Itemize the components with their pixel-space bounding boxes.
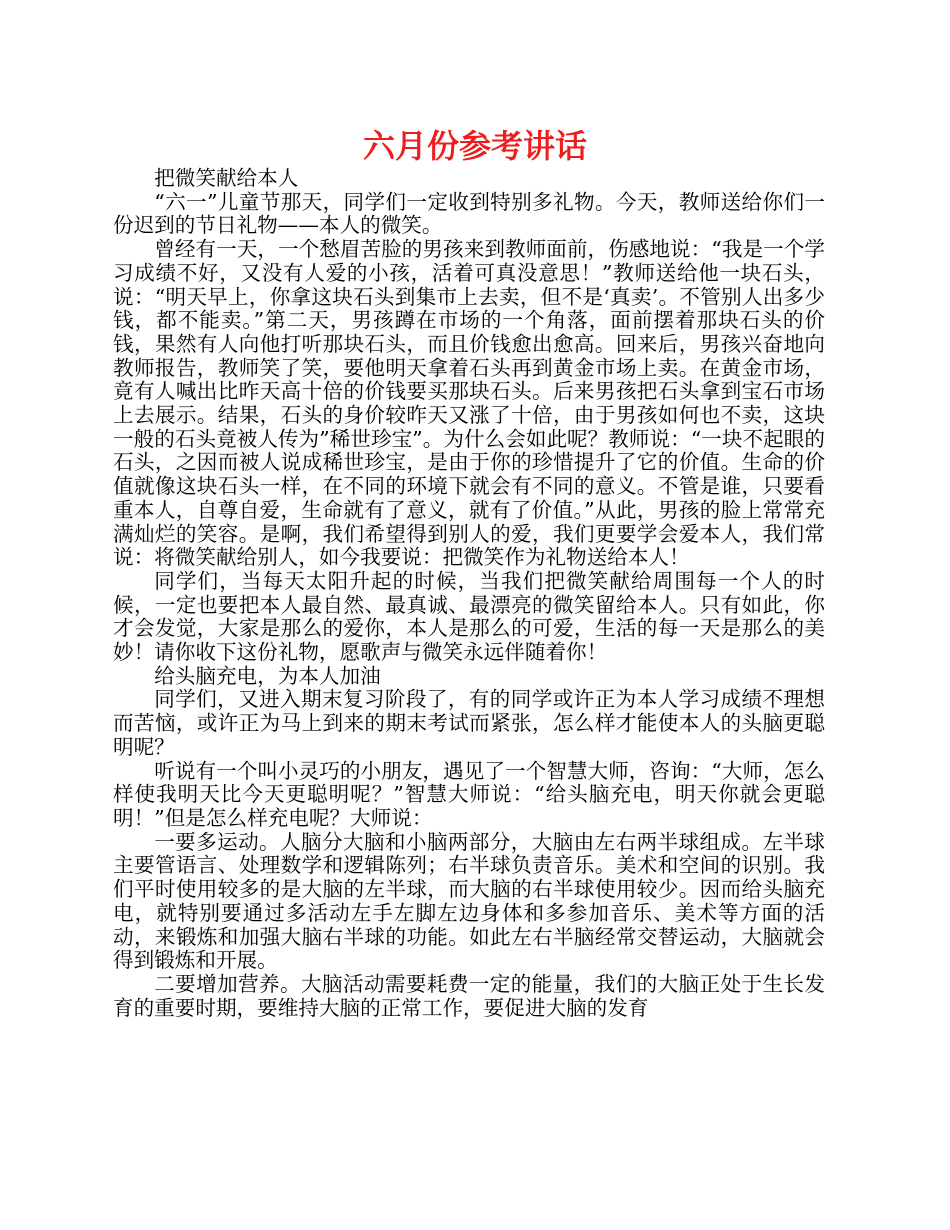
paragraph: 同学们，当每天太阳升起的时候，当我们把微笑献给周围每一个人的时候，一定也要把本人最自然、最真诚、最漂亮的微笑留给本人。只有如此，你才会发觉，大家是那么的爱你，本人是那么的可爱，生活的每一天是那么的美妙！请你收下这份礼物，愿歌声与微笑永远伴随着你！ bbox=[113, 568, 825, 665]
paragraph: 曾经有一天，一个愁眉苦脸的男孩来到教师面前，伤感地说：“我是一个学习成绩不好，又没有人爱的小孩，活着可真没意思！”教师送给他一块石头，说：“明天早上，你拿这块石头到集市上去卖，但不是‘真卖’。不管别人出多少钱，都不能卖。”第二天，男孩蹲在市场的一个角落，面前摆着那块石头的价钱，果然有人向他打听那块石头，而且价钱愈出愈高。回来后，男孩兴奋地向教师报告，教师笑了笑，要他明天拿着石头再到黄金市场上卖。在黄金市场，竟有人喊出比昨天高十倍的价钱要买那块石头。后来男孩把石头拿到宝石市场上去展示。结果，石头的身价较昨天又涨了十倍，由于男孩如何也不卖，这块一般的石头竟被人传为”稀世珍宝”。为什么会如此呢？教师说：“一块不起眼的石头，之因而被人说成稀世珍宝，是由于你的珍惜提升了它的价值。生命的价值就像这块石头一样，在不同的环境下就会有不同的意义。不管是谁，只要看重本人，自尊自爱，生命就有了意义，就有了价值。”从此，男孩的脸上常常充满灿烂的笑容。是啊，我们希望得到别人的爱，我们更要学会爱本人，我们常说：将微笑献给别人，如今我要说：把微笑作为礼物送给本人！ bbox=[113, 237, 825, 570]
section-heading-brain: 给头脑充电，为本人加油 bbox=[154, 663, 381, 688]
document-body bbox=[113, 167, 825, 1020]
section-heading-smile: 把微笑献给本人 bbox=[154, 166, 299, 190]
paragraph: “六一”儿童节那天，同学们一定收到特别多礼物。今天，教师送给你们一份迟到的节日礼物——本人的微笑。 bbox=[113, 189, 825, 238]
paragraph: 听说有一个叫小灵巧的小朋友，遇见了一个智慧大师，咨询：“大师，怎么样使我明天比今天更聪明呢？”智慧大师说：“给头脑充电，明天你就会更聪明！”但是怎么样充电呢？大师说： bbox=[113, 758, 825, 830]
paragraph: 同学们，又进入期末复习阶段了，有的同学或许正为本人学习成绩不理想而苦恼，或许正为马上到来的期末考试而紧张，怎么样才能使本人的头脑更聪明呢？ bbox=[113, 687, 825, 759]
paragraph: 一要多运动。人脑分大脑和小脑两部分，大脑由左右两半球组成。左半球主要管语言、处理数学和逻辑陈列；右半球负责音乐。美术和空间的识别。我们平时使用较多的是大脑的左半球，而大脑的右半球使用较少。因而给头脑充电，就特别要通过多活动左手左脚左边身体和多参加音乐、美术等方面的活动，来锻炼和加强大脑右半球的功能。如此左右半脑经常交替运动，大脑就会得到锻炼和开展。 bbox=[113, 829, 825, 973]
document-title: 六月份参考讲话 bbox=[362, 127, 587, 165]
paragraph: 二要增加营养。大脑活动需要耗费一定的能量，我们的大脑正处于生长发育的重要时期，要维持大脑的正常工作，要促进大脑的发育 bbox=[113, 971, 825, 1020]
